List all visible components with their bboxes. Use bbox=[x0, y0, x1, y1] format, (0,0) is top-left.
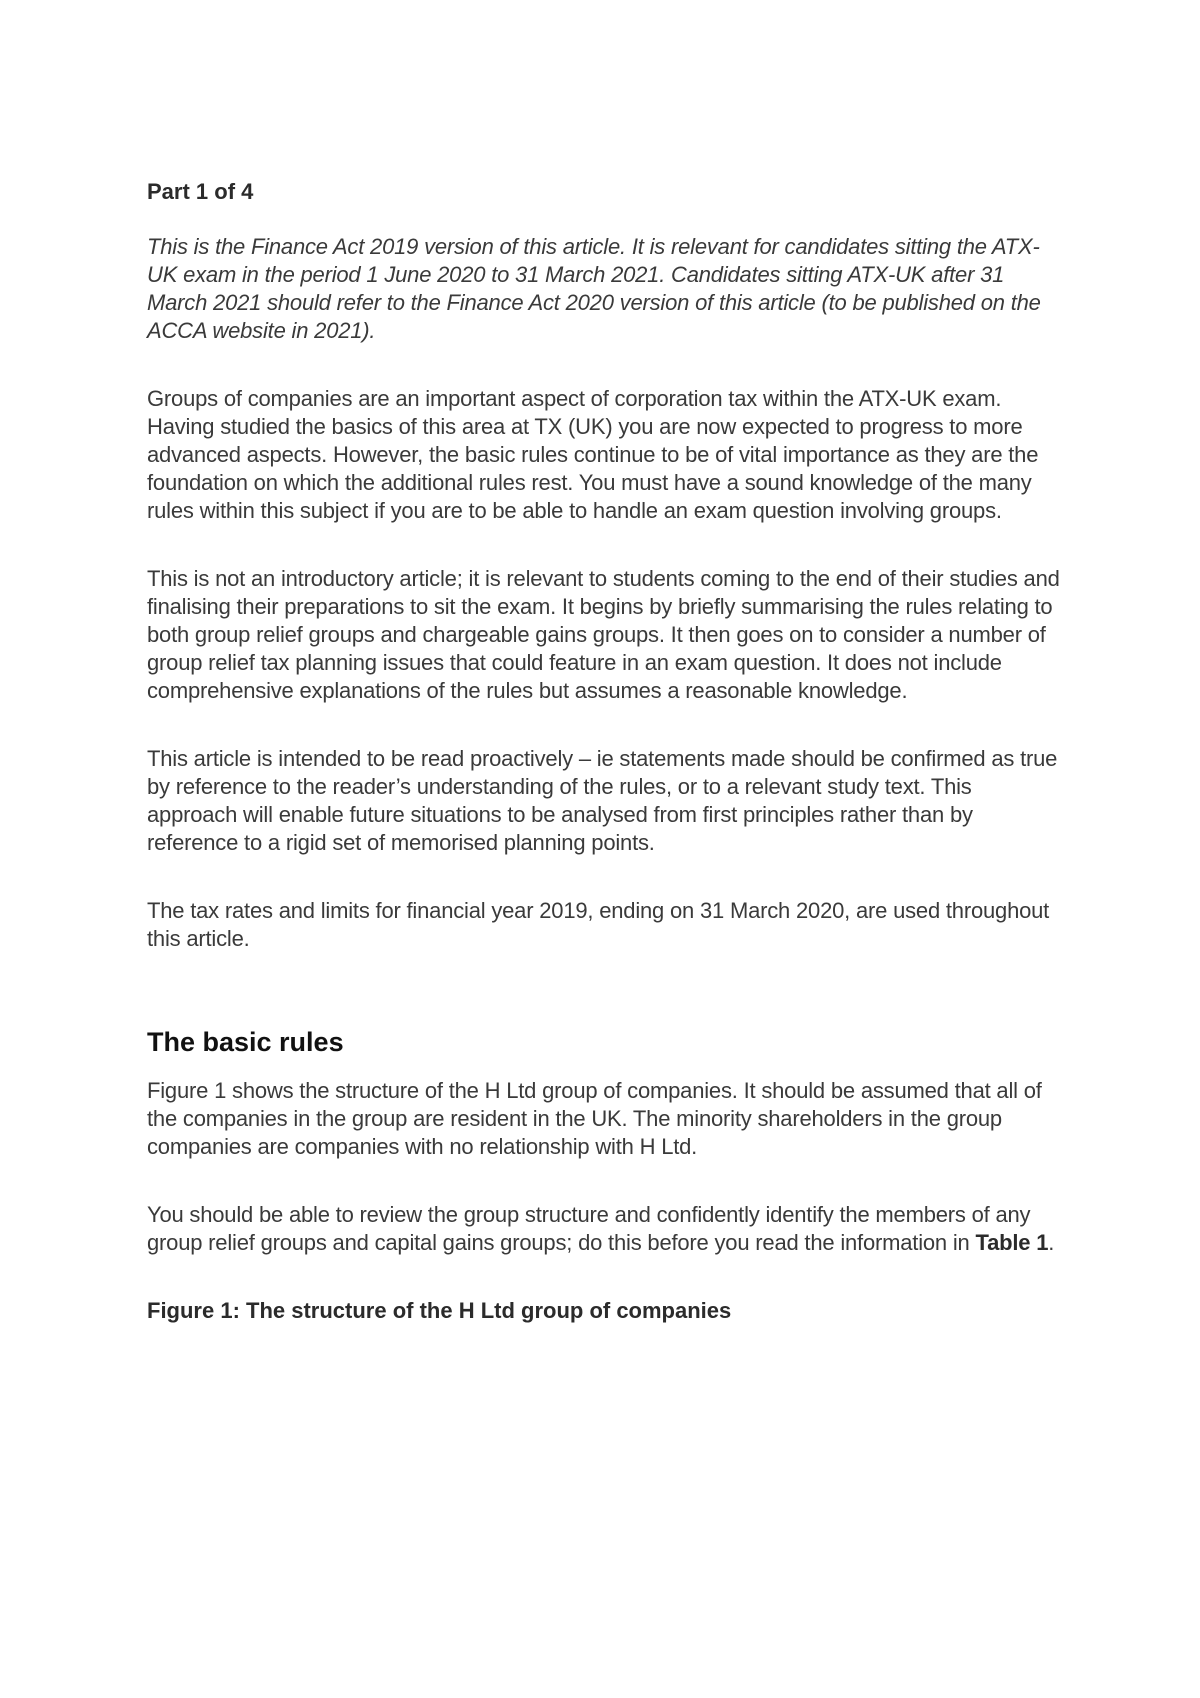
paragraph-groups-intro: Groups of companies are an important aspect of corporation tax within the ATX-UK exam. Having studied the basics of this area at TX (UK) you are now expected to progress to more advanced aspects. However, the basic rules continue to be of vital importance as they are the foundation on which the additional rules rest. You must have a sound knowledge of the many rules within this subject if you are to be able to handle an exam question involving groups. bbox=[147, 386, 1039, 523]
intro-italic-paragraph: This is the Finance Act 2019 version of this article. It is relevant for candidates sitting the ATX-UK exam in the period 1 June 2020 to 31 March 2021. Candidates sitting ATX-UK after 31 March 2021 should refer to the Finance Act 2020 version of this article (to be published on the ACCA website in 2021). bbox=[147, 234, 1041, 343]
paragraph-not-introductory: This is not an introductory article; it is relevant to students coming to the end of their studies and finalising their preparations to sit the exam. It begins by briefly summarising the rules relating to both group relief groups and chargeable gains groups. It then goes on to consider a number of group relief tax planning issues that could feature in an exam question. It does not include comprehensive explanations of the rules but assumes a reasonable knowledge. bbox=[147, 566, 1060, 703]
paragraph-tax-rates: The tax rates and limits for financial year 2019, ending on 31 March 2020, are used throughout this article. bbox=[147, 898, 1050, 951]
part-label: Part 1 of 4 bbox=[147, 179, 254, 204]
review-text-end: . bbox=[1048, 1230, 1055, 1255]
paragraph-review-structure bbox=[147, 1201, 1067, 1257]
figure-caption: Figure 1: The structure of the H Ltd group of companies bbox=[147, 1298, 732, 1323]
table-reference: Table 1 bbox=[975, 1230, 1049, 1255]
document-page bbox=[147, 178, 1067, 1325]
section-heading-basic-rules: The basic rules bbox=[147, 1027, 344, 1057]
paragraph-figure-structure: Figure 1 shows the structure of the H Ltd group of companies. It should be assumed that all of the companies in the group are resident in the UK. The minority shareholders in the group companies are companies with no relationship with H Ltd. bbox=[147, 1078, 1042, 1159]
paragraph-read-proactively: This article is intended to be read proactively – ie statements made should be confirmed as true by reference to the reader’s understanding of the rules, or to a relevant study text. This approach will enable future situations to be analysed from first principles rather than by reference to a rigid set of memorised planning points. bbox=[147, 746, 1058, 855]
review-text: You should be able to review the group structure and confidently identify the members of any group relief groups and capital gains groups; do this before you read the information in bbox=[147, 1202, 1031, 1255]
